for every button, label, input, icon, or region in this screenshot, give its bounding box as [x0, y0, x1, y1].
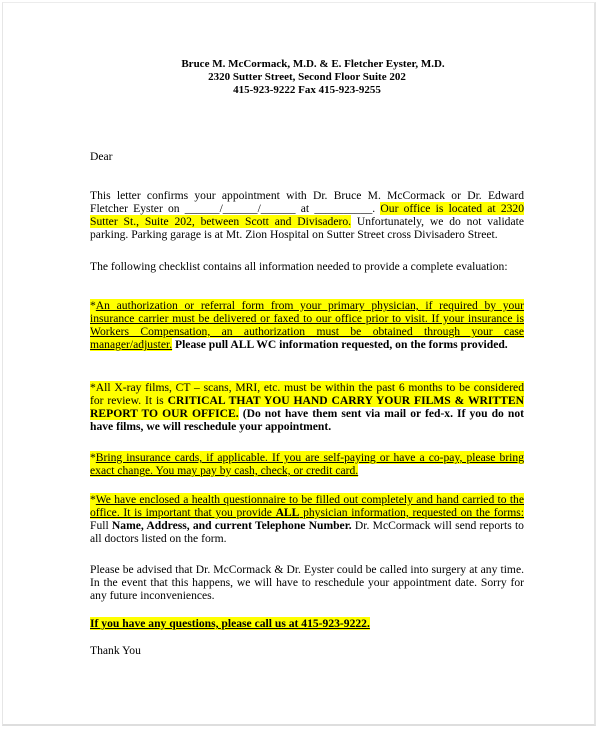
- letterhead: [90, 58, 524, 97]
- closing: Thank You: [90, 644, 141, 657]
- questions-phone-line: If you have any questions, please call us at 415-923-9222.: [90, 617, 370, 630]
- checklist-intro: The following checklist contains all information needed to provide a complete evaluation:: [90, 260, 508, 273]
- letterhead-names: Bruce M. McCormack, M.D. & E. Fletcher Eyster, M.D.: [181, 58, 445, 70]
- questionnaire-text-a: We have enclosed a health questionnaire to be filled out completely and hand carried to the office. It is important that you provide: [90, 493, 524, 519]
- intro-paragraph: [90, 189, 524, 241]
- closing-block: [90, 644, 524, 657]
- hand-carry-films-notice: CRITICAL THAT YOU HAND CARRY YOUR FILMS & WRITTEN REPORT TO OUR OFFICE.: [90, 394, 524, 420]
- salutation-block: [90, 150, 524, 163]
- required-contact-fields: Name, Address, and current Telephone Number.: [111, 519, 352, 532]
- intro-text: This letter confirms your appointment with Dr. Bruce M. McCormack or Dr. Edward Fletcher Eyster on ______/______/______ at __________.: [90, 189, 524, 215]
- bullet-asterisk: *: [90, 451, 96, 464]
- checklist-item-insurance: [90, 451, 524, 477]
- bullet-asterisk: *: [90, 493, 96, 506]
- insurance-payment-text: Bring insurance cards, if applicable. If you are self-paying or have a co-pay, please bring exact change. You may pay by cash, check, or credit card.: [90, 451, 524, 477]
- surgery-advisory: Please be advised that Dr. McCormack & Dr. Eyster could be called into surgery at any time. In the event that this happens, we will have to reschedule your appointment date. Sorry for any future inconveniences.: [90, 563, 524, 602]
- advisory-paragraph: [90, 563, 524, 602]
- no-mail-notice: (Do not have them sent via mail or fed-x. If you do not have films, we will reschedule your appointment.: [90, 407, 524, 433]
- checklist-item-authorization: [90, 299, 524, 351]
- questionnaire-text-b: physician information, requested on the forms:: [299, 506, 524, 519]
- salutation: Dear: [90, 150, 113, 163]
- reports-note: Dr. McCormack will send reports to all doctors listed on the form.: [90, 519, 524, 545]
- checklist-item-questionnaire: [90, 493, 524, 545]
- office-location-highlight: Our office is located at 2320 Sutter St., Suite 202, between Scott and Divisadero.: [90, 202, 525, 228]
- parking-text: Unfortunately, we do not validate parking. Parking garage is at Mt. Zion Hospital on Sutter Street cross Divisadero Street.: [90, 215, 524, 241]
- questionnaire-all-emphasis: ALL: [275, 506, 300, 519]
- letterhead-address: 2320 Sutter Street, Second Floor Suite 202: [208, 71, 406, 83]
- wc-information-note: Please pull ALL WC information requested, on the forms provided.: [172, 338, 508, 351]
- letterhead-phone-fax: 415-923-9222 Fax 415-923-9255: [233, 84, 381, 96]
- questionnaire-full: Full: [90, 519, 112, 532]
- document-page: [2, 2, 596, 726]
- xray-requirement-text: *All X-ray films, CT – scans, MRI, etc. must be within the past 6 months to be considered for review. It is: [90, 381, 524, 407]
- questions-paragraph: [90, 617, 524, 630]
- bullet-asterisk: *: [90, 299, 96, 312]
- checklist-intro-paragraph: [90, 260, 524, 273]
- checklist-item-xray: [90, 381, 524, 433]
- authorization-text: An authorization or referral form from your primary physician, if required by your insurance carrier must be delivered or faxed to our office prior to visit. If your insurance is Workers Compensation, an authorization must be obtained through your case manager/adjuster.: [90, 299, 524, 351]
